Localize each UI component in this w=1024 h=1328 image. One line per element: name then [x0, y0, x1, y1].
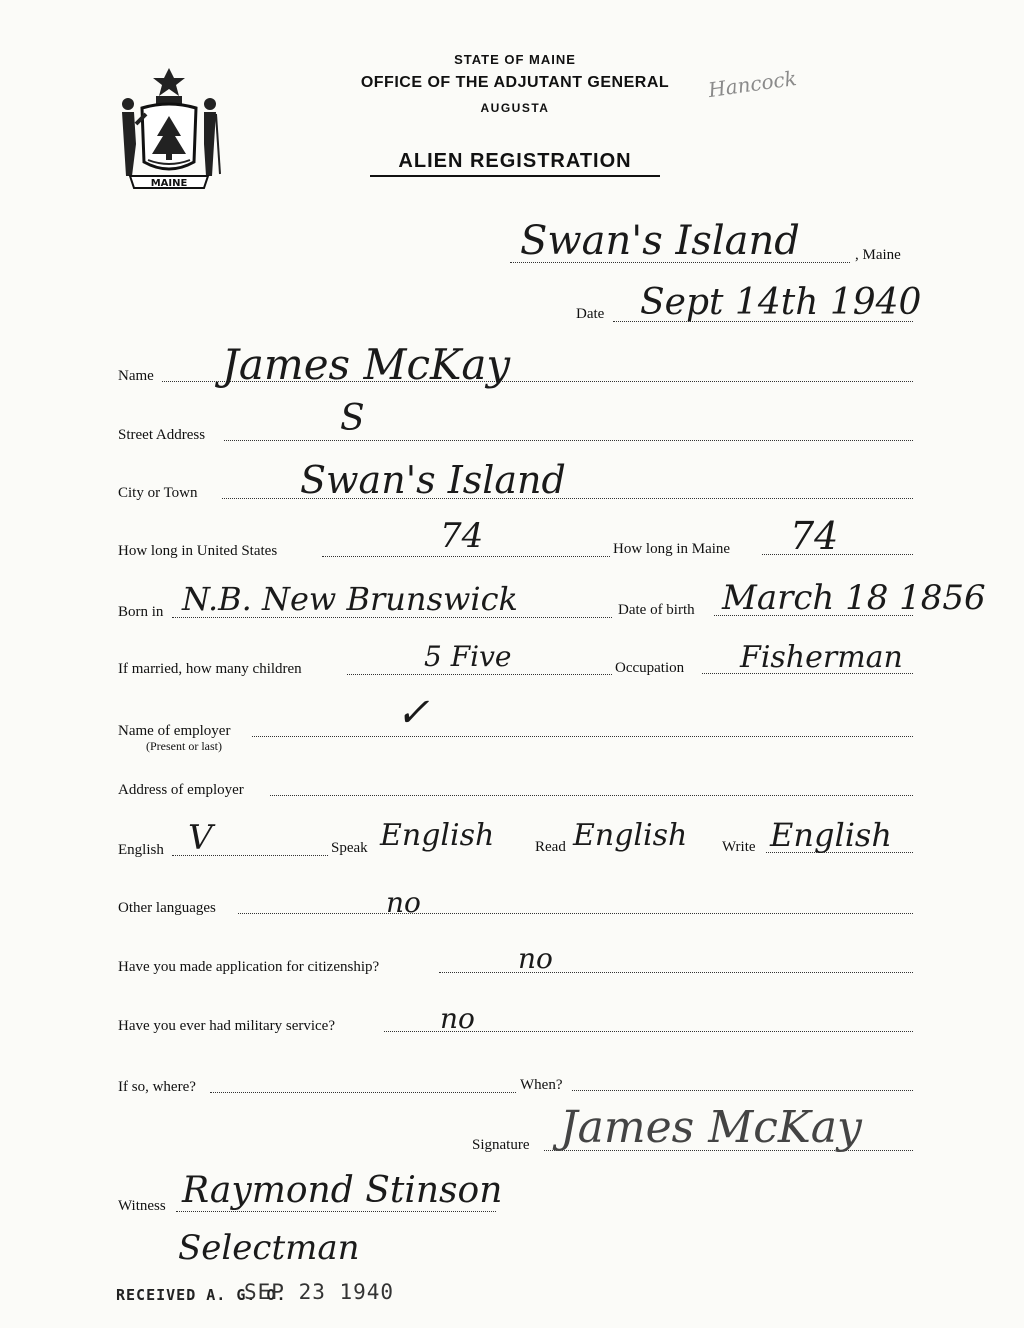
occupation-value: Fisherman	[740, 640, 903, 675]
read-value: English	[573, 818, 688, 853]
employer-address-label: Address of employer	[118, 782, 244, 798]
witness-line	[176, 1211, 496, 1212]
employer-address-line	[270, 795, 913, 796]
date-label: Date	[576, 306, 605, 322]
state-seal-icon	[112, 64, 226, 192]
english-label: English	[118, 842, 164, 858]
citizenship-label: Have you made application for citizenship?	[118, 959, 380, 975]
military-label: Have you ever had military service?	[118, 1018, 335, 1034]
born-label: Born in	[118, 604, 164, 620]
write-label: Write	[722, 839, 756, 855]
dob-label: Date of birth	[618, 602, 695, 618]
svg-text:MAINE: MAINE	[150, 178, 188, 189]
other-languages-line	[238, 913, 913, 914]
us-value: 74	[440, 516, 484, 556]
employer-label: Name of employer	[118, 723, 231, 739]
maine-label: How long in Maine	[613, 541, 731, 557]
dob-value: March 18 1856	[722, 578, 986, 618]
us-line	[322, 556, 610, 557]
header-office: OFFICE OF THE ADJUTANT GENERAL	[360, 74, 670, 91]
read-label: Read	[535, 839, 566, 855]
speak-value: English	[380, 818, 495, 853]
other-languages-value: no	[386, 886, 421, 919]
town-line	[510, 262, 850, 263]
citizenship-line	[439, 972, 913, 973]
signature-value: James McKay	[560, 1102, 862, 1153]
where-line	[210, 1092, 516, 1093]
military-value: no	[440, 1002, 475, 1035]
employer-line	[252, 736, 913, 737]
when-line	[572, 1090, 913, 1091]
witness-value: Raymond Stinson	[182, 1170, 503, 1211]
english-value: V	[188, 818, 213, 858]
name-value: James McKay	[222, 340, 511, 389]
street-label: Street Address	[118, 427, 206, 443]
occupation-label: Occupation	[615, 660, 685, 676]
street-line	[224, 440, 913, 441]
signature-label: Signature	[472, 1137, 530, 1153]
write-value: English	[770, 816, 892, 854]
name-label: Name	[118, 368, 154, 384]
children-label: If married, how many children	[118, 661, 302, 677]
state-suffix: , Maine	[855, 247, 901, 263]
employer-sublabel: (Present or last)	[146, 739, 222, 753]
children-value: 5 Five	[424, 640, 512, 673]
witness-title: Selectman	[178, 1228, 360, 1268]
us-label: How long in United States	[118, 543, 278, 559]
form-title: ALIEN REGISTRATION	[370, 150, 660, 177]
pencil-county-note: Hancock	[706, 65, 799, 103]
citizenship-value: no	[518, 942, 553, 975]
born-value: N.B. New Brunswick	[182, 580, 518, 618]
employer-value: ✓	[396, 690, 430, 736]
city-value: Swan's Island	[300, 458, 566, 502]
town-value: Swan's Island	[520, 218, 800, 264]
city-label: City or Town	[118, 485, 198, 501]
maine-value: 74	[790, 514, 839, 558]
when-label: When?	[520, 1077, 563, 1093]
where-label: If so, where?	[118, 1079, 196, 1095]
header-state: STATE OF MAINE	[454, 52, 576, 67]
street-value: S	[340, 398, 365, 439]
speak-label: Speak	[331, 840, 368, 856]
other-languages-label: Other languages	[118, 900, 216, 916]
received-date-stamp: SEP 23 1940	[244, 1280, 395, 1304]
received-stamp: RECEIVED A. G. O.	[116, 1286, 287, 1304]
date-value: Sept 14th 1940	[640, 282, 922, 323]
children-line	[347, 674, 612, 675]
header-city: AUGUSTA	[480, 101, 550, 115]
witness-label: Witness	[118, 1198, 166, 1214]
